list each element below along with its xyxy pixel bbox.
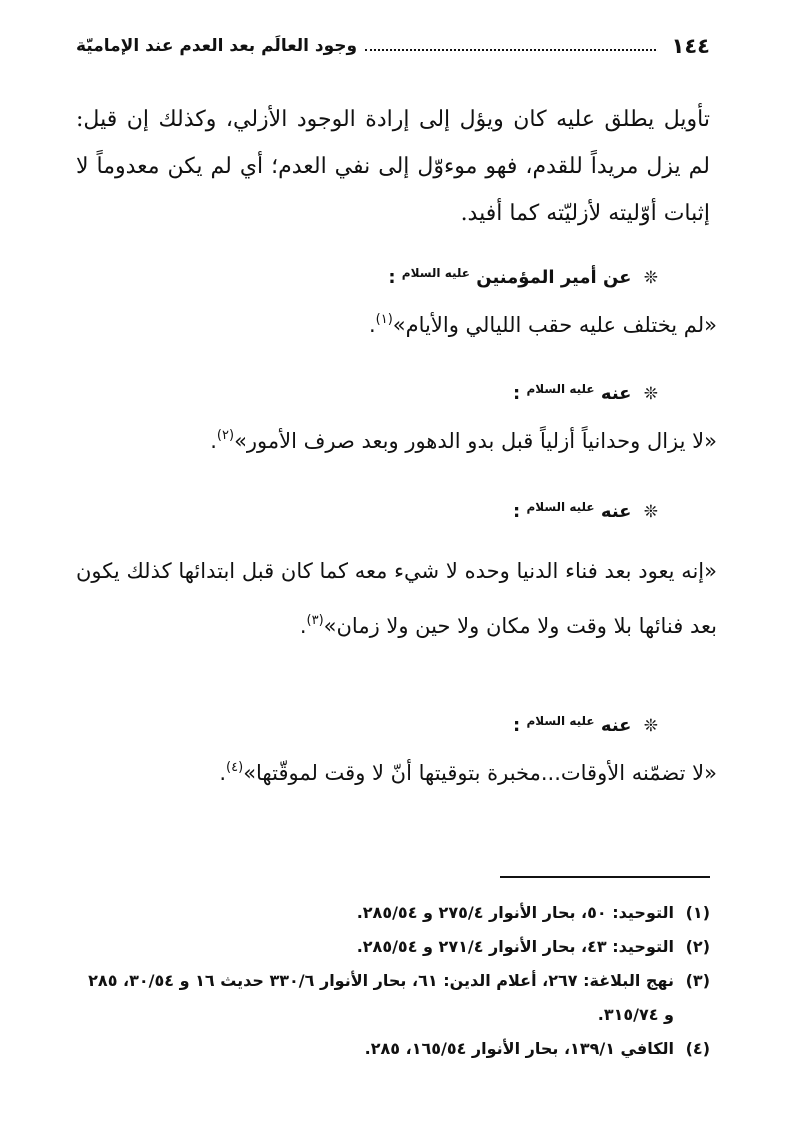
star-ornament-icon: ❊ [643,502,658,522]
quote-text: «لا تضمّنه الأوقات...مخبرة بتوقيتها أنّ لا وقت لموقّتها» [243,761,717,785]
footnote-ref: (٤) [226,760,244,775]
quote-text: «إنه يعود بعد فناء الدنيا وحده لا شيء معه كما كان قبل ابتدائها كذلك يكون بعد فنائها بلا وقت ولا مكان ولا حين ولا زمان» [76,559,717,638]
honorific-mark: عليه السلام [401,266,470,280]
header-dot-leader [365,49,655,51]
quote: «إنه يعود بعد فناء الدنيا وحده لا شيء معه كما كان قبل ابتدائها كذلك يكون بعد فنائها بلا وقت ولا مكان ولا حين ولا زمان»$^{(٣)}$. [76,559,717,638]
heading-text: عنه [600,715,632,736]
quote-text: «لا يزال وحدانياً أزلياً قبل بدو الدهور وبعد صرف الأمور» [234,429,717,453]
footnote-item [76,1032,710,1066]
quote: «لم يختلف عليه حقب الليالي والأيام»$^{(١)}$. [368,312,717,337]
footnote-ref: (٣) [306,613,324,628]
running-title: وجود العالَم بعد العدم عند الإماميّة [76,36,358,56]
footnote-text: التوحيد: ٥٠، بحار الأنوار ٢٧٥/٤ و ٢٨٥/٥٤. [356,903,674,922]
footnote-ref: (١) [375,312,393,327]
heading-text: عنه [600,501,632,522]
star-ornament-icon: ❊ [643,268,658,288]
page-number: ١٤٤ [671,34,710,58]
footnote-number: (٣) [685,971,710,990]
body-paragraph: تأويل يطلق عليه كان ويؤل إلى إرادة الوجود الأزلي، وكذلك إن قيل: لم يزل مريداً للقدم، فهو موءوّل إلى نفي العدم؛ أي لم يكن معدوماً لا إثبات أوّليته لأزليّته كما أفيد. [76,107,710,226]
footnote-text: نهج البلاغة: ٢٦٧، أعلام الدين: ٦١، بحار الأنوار ٣٣٠/٦ حديث ١٦ و ٣٠/٥٤، ٢٨٥ و ٣١٥/٧٤. [88,971,674,1024]
footnote-ref: (٢) [216,428,235,443]
footnote-number: (٢) [685,937,710,956]
footnote-text: التوحيد: ٤٣، بحار الأنوار ٢٧١/٤ و ٢٨٥/٥٤. [356,937,674,956]
honorific-mark: عليه السلام [526,714,595,728]
section-heading: ❊ عن أمير المؤمنين $^{عليه السلام}$ : [388,266,658,288]
section-heading: ❊ عنه $^{عليه السلام}$ : [512,382,658,404]
footnote-number: (١) [685,903,710,922]
quote-text: «لم يختلف عليه حقب الليالي والأيام» [392,313,717,337]
honorific-mark: عليه السلام [526,382,595,396]
footnote-text: الكافي ١٣٩/١، بحار الأنوار ١٦٥/٥٤، ٢٨٥. [364,1039,674,1058]
page-header [76,30,710,62]
heading-text: عنه [600,383,632,404]
footnote-item [76,964,710,1032]
star-ornament-icon: ❊ [643,716,658,736]
section-heading: ❊ عنه $^{عليه السلام}$ : [512,714,658,736]
heading-text: عن أمير المؤمنين [476,267,632,288]
honorific-mark: عليه السلام [526,500,595,514]
footnote-item [76,896,710,930]
footnotes [76,896,710,1066]
footnote-item [76,930,710,964]
quote: «لا يزال وحدانياً أزلياً قبل بدو الدهور وبعد صرف الأمور»$^{(٢)}$. [210,428,717,453]
star-ornament-icon: ❊ [643,384,658,404]
quote: «لا تضمّنه الأوقات...مخبرة بتوقيتها أنّ لا وقت لموقّتها»$^{(٤)}$. [219,760,717,785]
section-heading: ❊ عنه $^{عليه السلام}$ : [512,500,658,522]
footnote-separator [500,876,710,878]
footnote-number: (٤) [685,1039,710,1058]
